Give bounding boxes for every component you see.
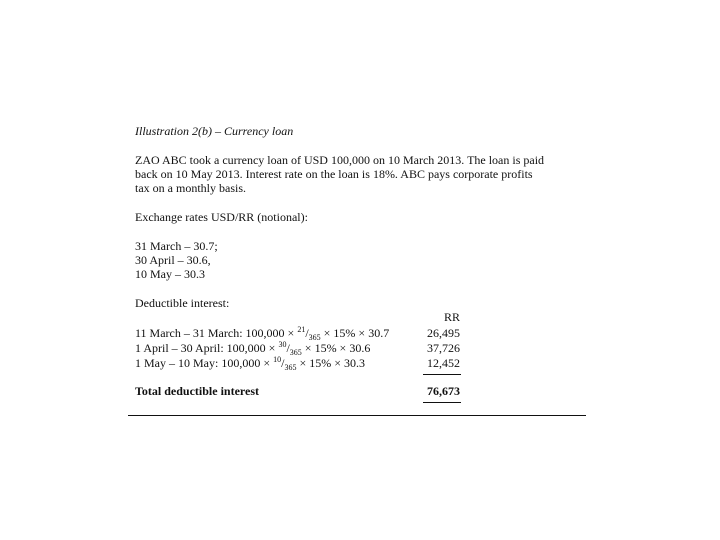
row-amount: 26,495 bbox=[427, 326, 460, 340]
row-days-denominator: 365 bbox=[308, 333, 321, 342]
rate-line-30-april: 30 April – 30.6, bbox=[135, 253, 211, 267]
row-amount: 12,452 bbox=[427, 356, 460, 370]
row-period: 11 March – 31 March: bbox=[135, 326, 243, 340]
bottom-border-rule bbox=[128, 415, 586, 416]
rate-line-10-may: 10 May – 30.3 bbox=[135, 267, 205, 281]
deductible-interest-heading: Deductible interest: bbox=[135, 296, 230, 310]
row-principal: 100,000 × bbox=[226, 341, 276, 355]
intro-line-3: tax on a monthly basis. bbox=[135, 181, 246, 195]
row-rate-calc: × 15% × 30.3 bbox=[299, 356, 365, 370]
illustration-title: Illustration 2(b) – Currency loan bbox=[135, 124, 294, 138]
row-days-numerator: 21 bbox=[297, 325, 306, 334]
row-rate-calc: × 15% × 30.7 bbox=[323, 326, 390, 340]
row-days-denominator: 365 bbox=[284, 363, 297, 372]
interest-row: 1 April – 30 April: $100,000 \times ^{30}/_{365} \times 15\% \times 30.6$ bbox=[135, 340, 371, 357]
row-period: 1 April – 30 April: bbox=[135, 341, 224, 355]
total-amount: 76,673 bbox=[427, 384, 460, 398]
intro-line-1: ZAO ABC took a currency loan of USD 100,000 on 10 March 2013. The loan is paid bbox=[135, 153, 545, 167]
total-rule bbox=[423, 402, 461, 403]
total-label: Total deductible interest bbox=[135, 384, 260, 398]
row-days-numerator: 10 bbox=[273, 355, 282, 364]
row-days-denominator: 365 bbox=[289, 348, 302, 357]
row-days-numerator: 30 bbox=[278, 340, 287, 349]
interest-row: 1 May – 10 May: $100,000 \times ^{10}/_{365} \times 15\% \times 30.3$ bbox=[135, 355, 365, 372]
row-amount: 37,726 bbox=[427, 341, 460, 355]
row-principal: 100,000 × bbox=[221, 356, 271, 370]
exchange-rates-heading: Exchange rates USD/RR (notional): bbox=[135, 210, 308, 224]
currency-column-header: RR bbox=[443, 310, 460, 324]
row-period: 1 May – 10 May: bbox=[135, 356, 219, 370]
row-rate-calc: × 15% × 30.6 bbox=[304, 341, 371, 355]
subtotal-rule bbox=[423, 374, 461, 375]
interest-row: 11 March – 31 March: $100,000 \times ^{21}/_{365} \times 15\% \times 30.7$ bbox=[135, 325, 390, 342]
rate-line-31-march: 31 March – 30.7; bbox=[135, 239, 218, 253]
intro-line-2: back on 10 May 2013. Interest rate on the loan is 18%. ABC pays corporate profits bbox=[135, 167, 533, 181]
row-principal: 100,000 × bbox=[245, 326, 295, 340]
